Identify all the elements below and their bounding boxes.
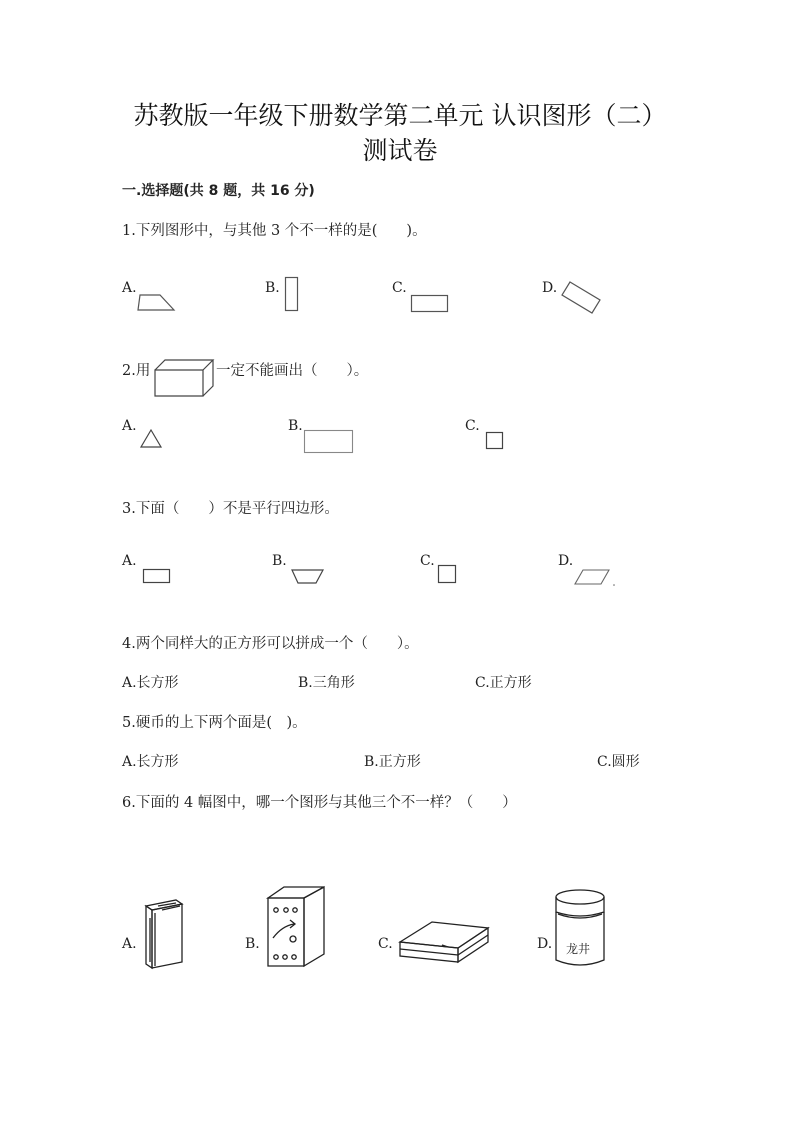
q2-option-b-label[interactable]: B. [288,418,303,434]
question-2-stem-suffix: 一定不能画出（ ）。 [216,363,369,379]
cuboid-figure [153,358,215,398]
q1-tilted-rectangle-shape [560,280,604,316]
q4-option-c[interactable]: C.正方形 [475,675,532,691]
q2-option-a-label[interactable]: A. [122,418,137,434]
q3-option-b-label[interactable]: B. [272,553,287,569]
q5-option-a[interactable]: A.长方形 [122,754,179,770]
q3-rectangle-shape [142,568,172,585]
q6-option-a-label[interactable]: A. [122,936,137,952]
q3-square-shape [437,564,458,585]
q5-option-b[interactable]: B.正方形 [364,754,421,770]
milk-carton-image [264,884,330,970]
q1-option-c-label[interactable]: C. [392,280,407,296]
tea-jar-image [550,888,610,972]
q3-trapezoid-shape [290,568,326,586]
question-6-stem: 6.下面的 4 幅图中，哪一个图形与其他三个不一样？（ ） [122,795,517,811]
q1-wide-rectangle-shape [410,294,450,313]
question-2-stem-prefix: 2.用 [122,363,151,379]
tea-jar-label: 龙井 [566,942,591,956]
q1-tall-rectangle-shape [284,276,300,313]
q6-option-d-label[interactable]: D. [537,936,553,952]
q2-triangle-shape [140,428,164,450]
q1-option-d-label[interactable]: D. [542,280,558,296]
q4-option-a[interactable]: A.长方形 [122,675,179,691]
q5-option-c[interactable]: C.圆形 [597,754,640,770]
q2-square-shape [485,431,505,451]
q3-option-c-label[interactable]: C. [420,553,435,569]
q3-option-a-label[interactable]: A. [122,553,137,569]
q3-parallelogram-shape [574,568,618,588]
q1-option-b-label[interactable]: B. [265,280,280,296]
pencil-box-image [396,918,492,970]
book-image [140,896,188,972]
q4-option-b[interactable]: B.三角形 [298,675,355,691]
q1-option-a-label[interactable]: A. [122,280,137,296]
q3-option-d-label[interactable]: D. [558,553,574,569]
page-subtitle: 测试卷 [362,136,438,165]
q2-rectangle-shape [303,429,355,455]
q6-option-c-label[interactable]: C. [378,936,393,952]
page-title: 苏教版一年级下册数学第二单元 认识图形（二） [133,101,667,130]
question-3-stem: 3.下面（ ）不是平行四边形。 [122,501,339,517]
q1-parallelogram-shape [136,293,178,313]
question-4-stem: 4.两个同样大的正方形可以拼成一个（ ）。 [122,636,419,652]
question-5-stem: 5.硬币的上下两个面是( )。 [122,715,307,731]
q6-option-b-label[interactable]: B. [245,936,260,952]
section-heading: 一.选择题(共 8 题，共 16 分) [122,183,315,199]
q2-option-c-label[interactable]: C. [465,418,480,434]
question-1-stem: 1.下列图形中，与其他 3 个不一样的是( )。 [122,223,427,239]
